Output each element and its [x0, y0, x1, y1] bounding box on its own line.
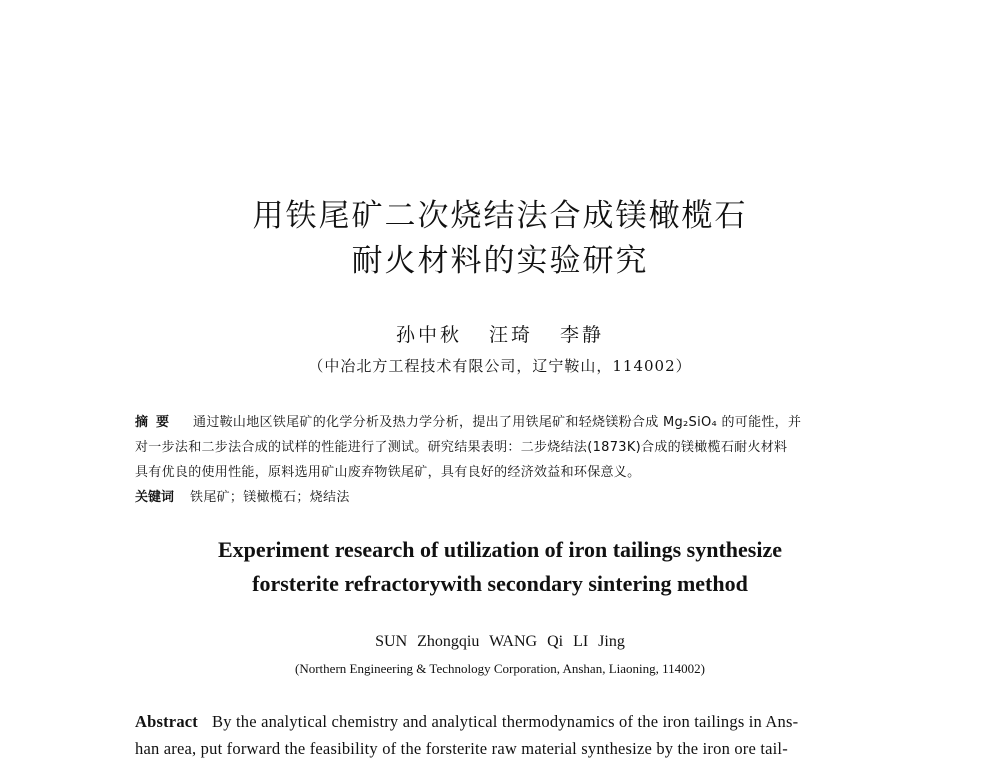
keywords-cn: [135, 486, 880, 505]
abstract-en-line-2: han area, put forward the feasibility of the forsterite raw material synthesize by the iron ore tail-: [135, 739, 788, 758]
authors-en: SUN Zhongqiu WANG Qi LI Jing: [375, 633, 625, 650]
authors-cn: 孙中秋 汪琦 李静: [395, 324, 605, 346]
affiliation-cn: （中冶北方工程技术有限公司，辽宁鞍山，114002）: [308, 357, 692, 375]
title-cn-line-1: 用铁尾矿二次烧结法合成镁橄榄石: [252, 198, 748, 234]
keywords-cn-label: 关键词: [135, 490, 175, 505]
title-en-line-1: Experiment research of utilization of iron tailings synthesize: [217, 537, 783, 562]
affiliation-en: (Northern Engineering & Technology Corporation, Anshan, Liaoning, 114002): [295, 661, 705, 676]
abstract-cn-label: 摘要: [135, 415, 178, 430]
abstract-cn-line-2: 对一步法和二步法合成的试样的性能进行了测试。研究结果表明：二步烧结法(1873K)合成的镁橄榄石耐火材料: [135, 440, 788, 455]
abstract-en-line-1: [135, 712, 880, 732]
title-cn-line-2: 耐火材料的实验研究: [351, 243, 649, 279]
keywords-cn-text: 铁尾矿；镁橄榄石；烧结法: [190, 490, 350, 505]
title-en-line-2: forsterite refractorywith secondary sintering method: [252, 571, 748, 596]
abstract-en-label: Abstract: [135, 712, 198, 731]
abstract-en-text-1: By the analytical chemistry and analytical thermodynamics of the iron tailings in Ans-: [212, 712, 799, 731]
abstract-cn-line-3: 具有优良的使用性能，原料选用矿山废弃物铁尾矿，具有良好的经济效益和环保意义。: [135, 465, 641, 480]
abstract-cn-line-1: [135, 411, 880, 430]
abstract-cn-text-1: 通过鞍山地区铁尾矿的化学分析及热力学分析，提出了用铁尾矿和轻烧镁粉合成 Mg₂SiO₄ 的可能性，并: [193, 415, 802, 430]
